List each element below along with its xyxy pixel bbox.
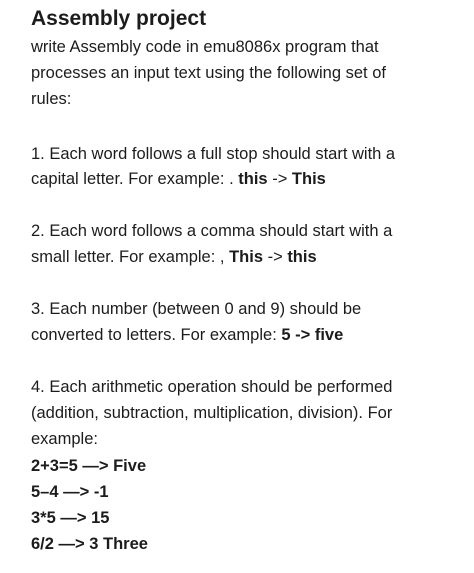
rule1-example-to: This <box>291 170 326 188</box>
rule4-example-4: 6/2 —> 3 Three <box>31 535 148 553</box>
rule2-example-to: this <box>287 248 317 266</box>
rule4-example-3: 3*5 —> 15 <box>31 509 110 527</box>
intro-line-1: write Assembly code in emu8086x program that <box>31 38 379 56</box>
rule4-line-1: 4. Each arithmetic operation should be performed <box>31 378 393 396</box>
rule2-line-2 <box>31 246 317 268</box>
rule4-example-1: 2+3=5 —> Five <box>31 457 147 475</box>
rule4-example-2: 5–4 —> -1 <box>31 483 109 501</box>
rule1-example-from: this <box>238 170 268 188</box>
rule1-line-2 <box>31 168 326 190</box>
rule2-prefix: small letter. For example: , <box>31 248 230 266</box>
intro-line-3: rules: <box>31 90 72 108</box>
rule1-arrow: -> <box>267 170 292 188</box>
rule2-arrow: -> <box>263 248 288 266</box>
rule3-prefix: converted to letters. For example: <box>31 326 282 344</box>
rule3-example: 5 -> five <box>281 326 344 344</box>
rule2-example-from: This <box>229 248 263 266</box>
rule3-line-2 <box>31 324 343 346</box>
intro-line-2: processes an input text using the following set of <box>31 64 386 82</box>
rule1-line-1: 1. Each word follows a full stop should start with a <box>31 145 396 163</box>
rule2-line-1: 2. Each word follows a comma should start with a <box>31 222 393 240</box>
rule3-line-1: 3. Each number (between 0 and 9) should be <box>31 300 362 318</box>
rule1-prefix: capital letter. For example: . <box>31 170 239 188</box>
page-title: Assembly project <box>31 7 207 30</box>
rule4-line-3: example: <box>31 430 98 448</box>
rule4-line-2: (addition, subtraction, multiplication, division). For <box>31 404 393 422</box>
